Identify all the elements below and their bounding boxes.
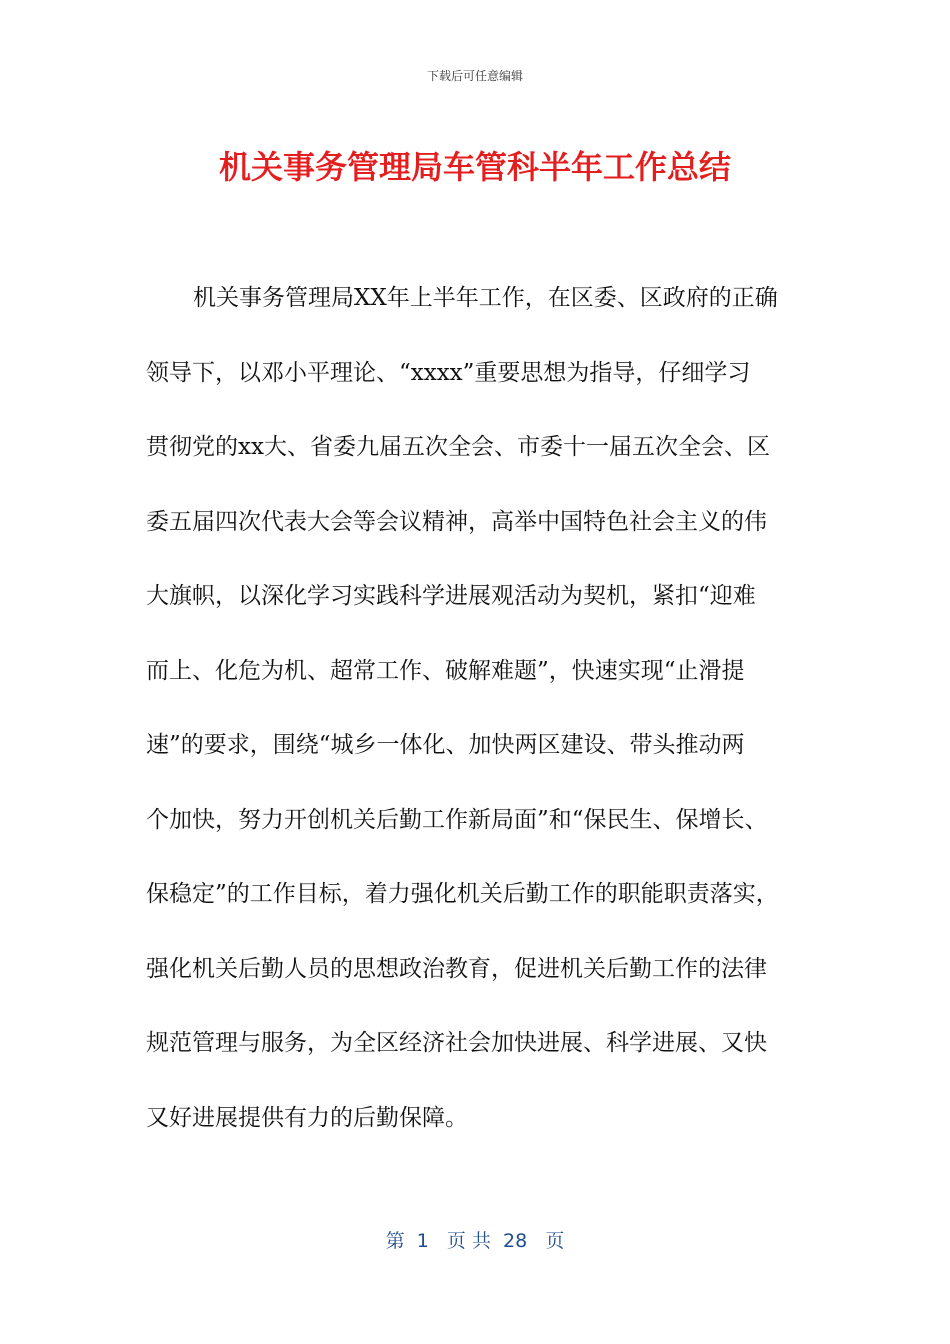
body-line: 委五届四次代表大会等会议精神，高举中国特色社会主义的伟 [146,508,767,535]
body-line: 速”的要求，围绕“城乡一体化、加快两区建设、带头推动两 [146,732,745,758]
body-line: 又好进展提供有力的后勤保障。 [146,1104,468,1131]
body-line: 强化机关后勤人员的思想政治教育，促进机关后勤工作的法律 [146,955,767,982]
body-line: 领导下，以邓小平理论、“xxxx”重要思想为指导，仔细学习 [146,359,751,386]
body-line: 保稳定”的工作目标，着力强化机关后勤工作的职能职责落实， [146,881,779,907]
page-number-footer: 第 1 页 共 28 页 [385,1230,565,1252]
body-line: 个加快，努力开创机关后勤工作新局面”和“保民生、保增长、 [146,806,768,833]
document-title: 机关事务管理局车管科半年工作总结 [218,148,731,186]
document-body [146,278,826,1172]
body-line: 大旗帜，以深化学习实践科学进展观活动为契机，紧扣“迎难 [146,583,756,609]
body-line: 规范管理与服务，为全区经济社会加快进展、科学进展、又快 [146,1030,767,1056]
body-line: 贯彻党的xx大、省委九届五次全会、市委十一届五次全会、区 [146,434,770,460]
body-line: 而上、化危为机、超常工作、破解难题”，快速实现“止滑提 [146,657,745,684]
body-line: 机关事务管理局XX年上半年工作，在区委、区政府的正确 [193,285,778,311]
header-note: 下载后可任意编辑 [426,69,523,83]
